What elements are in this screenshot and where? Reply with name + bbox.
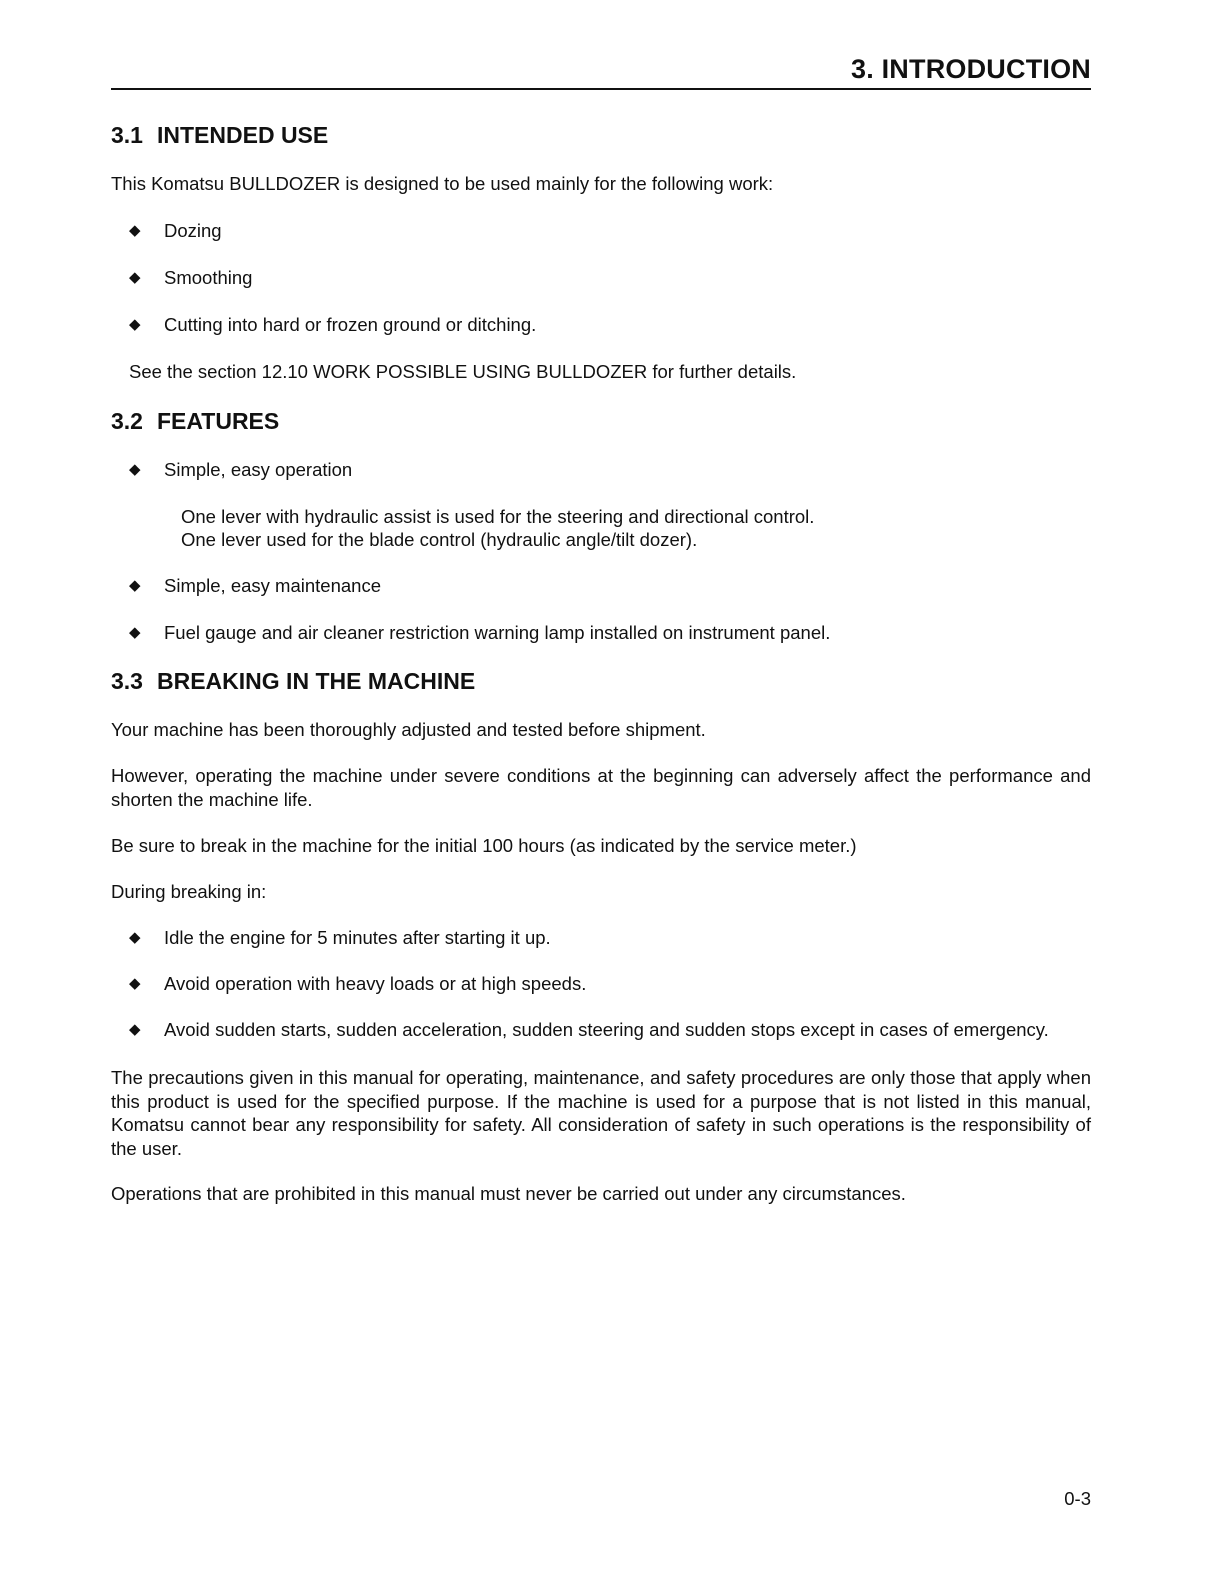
diamond-bullet-icon: ◆ xyxy=(129,624,141,641)
list-item xyxy=(129,1018,1091,1042)
list-item xyxy=(129,458,1091,482)
section-3-1-heading xyxy=(111,121,328,149)
list-item xyxy=(129,313,1091,337)
list-item-text: Cutting into hard or frozen ground or ditching. xyxy=(164,314,537,335)
list-item xyxy=(129,574,1091,598)
paragraph: During breaking in: xyxy=(111,881,267,902)
list-item-text: Idle the engine for 5 minutes after starting it up. xyxy=(164,927,551,948)
paragraph: However, operating the machine under severe conditions at the beginning can adversely affect the performance and shorten the machine life. xyxy=(111,765,1091,810)
paragraph: Your machine has been thoroughly adjusted and tested before shipment. xyxy=(111,719,706,740)
list-item xyxy=(129,926,1091,950)
paragraph: Operations that are prohibited in this manual must never be carried out under any circumstances. xyxy=(111,1183,906,1204)
list-item-text: Fuel gauge and air cleaner restriction warning lamp installed on instrument panel. xyxy=(164,622,831,643)
diamond-bullet-icon: ◆ xyxy=(129,975,141,992)
diamond-bullet-icon: ◆ xyxy=(129,222,141,239)
list-item-text: Avoid sudden starts, sudden acceleration, sudden steering and sudden stops except in cases of emergency. xyxy=(164,1019,1049,1040)
diamond-bullet-icon: ◆ xyxy=(129,461,141,478)
paragraph: The precautions given in this manual for operating, maintenance, and safety procedures are only those that apply when this product is used for the specified purpose. If the machine is used for a purpose that is not listed in this manual, Komatsu cannot bear any responsibility for safety. All consideration of safety in such operations is the responsibility of the user. xyxy=(111,1067,1091,1159)
list-item xyxy=(129,621,1091,645)
list-item xyxy=(129,219,1091,243)
section-title: BREAKING IN THE MACHINE xyxy=(157,668,476,694)
list-item xyxy=(129,972,1091,996)
section-3-2-heading xyxy=(111,407,279,435)
list-item-text: Simple, easy maintenance xyxy=(164,575,381,596)
section-number: 3.1 xyxy=(111,122,143,148)
diamond-bullet-icon: ◆ xyxy=(129,929,141,946)
section-number: 3.2 xyxy=(111,408,143,434)
list-item-text: Avoid operation with heavy loads or at high speeds. xyxy=(164,973,587,994)
feature-note-line: One lever used for the blade control (hydraulic angle/tilt dozer). xyxy=(181,529,698,550)
section-3-3-heading xyxy=(111,667,475,695)
chapter-header xyxy=(111,54,1091,90)
section-3-1-intro: This Komatsu BULLDOZER is designed to be used mainly for the following work: xyxy=(111,173,774,194)
page-number: 0-3 xyxy=(1064,1488,1091,1509)
chapter-title: 3. INTRODUCTION xyxy=(850,54,1091,84)
feature-note-line: One lever with hydraulic assist is used for the steering and directional control. xyxy=(181,506,815,527)
section-title: INTENDED USE xyxy=(157,122,329,148)
list-item xyxy=(129,266,1091,290)
diamond-bullet-icon: ◆ xyxy=(129,577,141,594)
section-title: FEATURES xyxy=(157,408,280,434)
list-item-text: Dozing xyxy=(164,220,222,241)
list-item-text: Smoothing xyxy=(164,267,253,288)
diamond-bullet-icon: ◆ xyxy=(129,269,141,286)
diamond-bullet-icon: ◆ xyxy=(129,1021,141,1038)
section-number: 3.3 xyxy=(111,668,143,694)
diamond-bullet-icon: ◆ xyxy=(129,316,141,333)
list-item-text: Simple, easy operation xyxy=(164,459,353,480)
paragraph: Be sure to break in the machine for the initial 100 hours (as indicated by the service meter.) xyxy=(111,835,857,856)
section-3-1-see-also: See the section 12.10 WORK POSSIBLE USING BULLDOZER for further details. xyxy=(129,361,797,382)
